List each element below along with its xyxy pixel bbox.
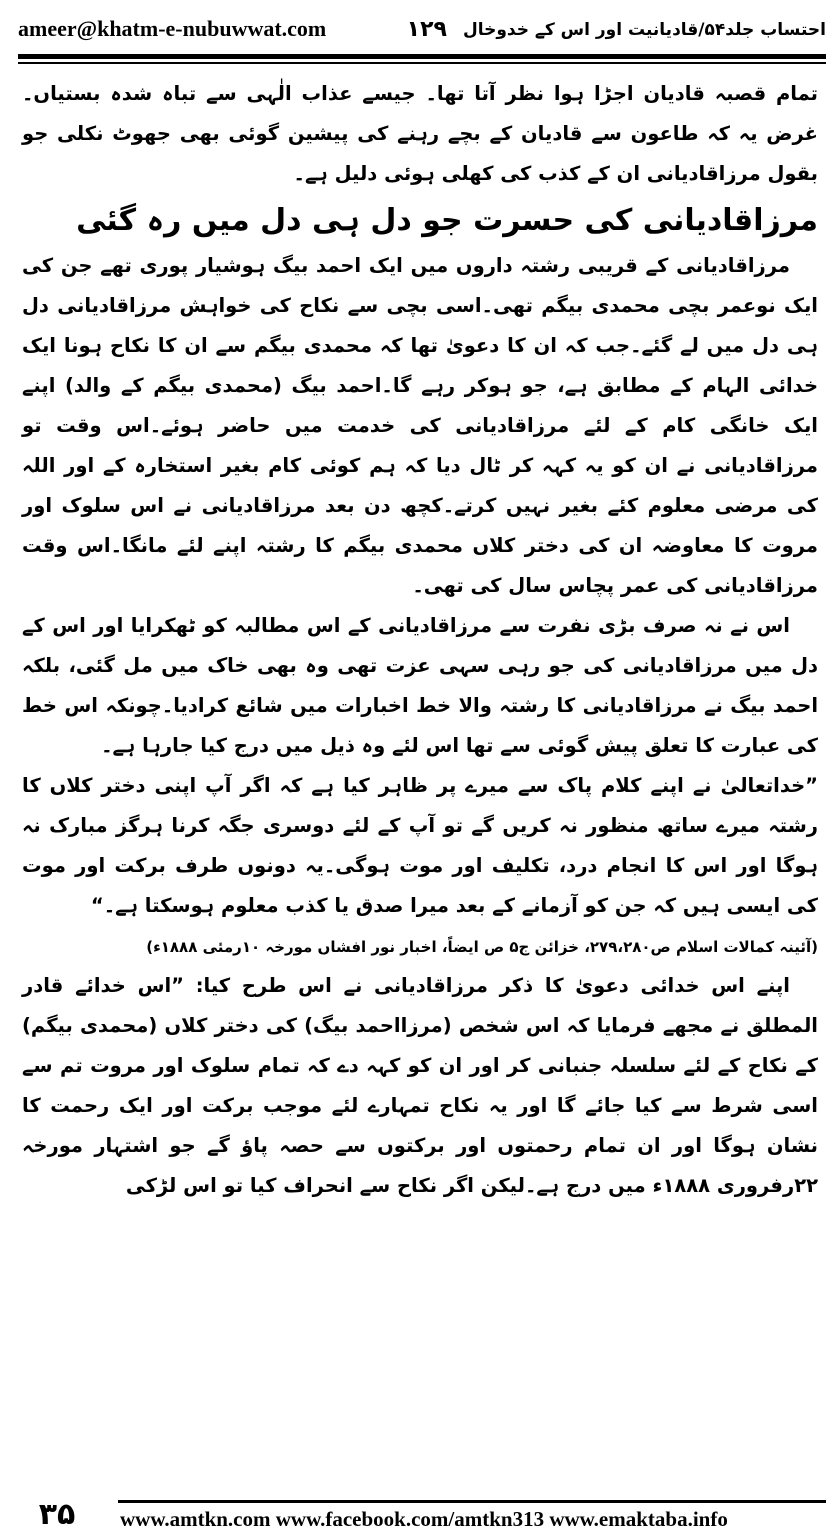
- paragraph-4: اپنے اس خدائی دعویٰ کا ذکر مرزاقادیانی نے اس طرح کیا: ”اس خدائے قادر المطلق نے مجھے فرمایا کہ اس شخص (مرزااحمد بیگ) کی دختر کلاں (محمدی بیگم) کے نکاح کے لئے سلسلہ جنبانی کر اور ان کو کہہ دے کہ تمام سلوک اور مروت تم سے اسی شرط سے کیا جائے گا اور یہ نکاح تمہارے لئے موجب برکت اور ایک رحمت کا نشان ہوگا اور ان تمام رحمتوں اور برکتوں سے حصہ پاؤ گے جو اشتہار مورخہ ۲۲رفروری ۱۸۸۸ء میں درج ہے۔لیکن اگر نکاح سے انحراف کیا تو اس لڑکی: [22, 974, 818, 1197]
- header-email[interactable]: ameer@khatm-e-nubuwwat.com: [18, 16, 327, 41]
- footer-rule: [118, 1500, 826, 1503]
- page-footer: [18, 1496, 826, 1534]
- header-page-number: ۱۲۹: [406, 16, 447, 42]
- quotation: ”خداتعالیٰ نے اپنے کلام پاک سے میرے پر ظاہر کیا ہے کہ اگر آپ اپنی دختر کلاں کا رشتہ میرے ساتھ منظور نہ کریں گے تو آپ کے لئے دوسری جگہ کرنا ہرگز مبارک نہ ہوگا اور اس کا انجام درد، تکلیف اور موت ہوگی۔یہ دونوں طرف برکت اور موت کی ایسی ہیں کہ جن کو آزمانے کے بعد میرا صدق یا کذب معلوم ہوسکتا ہے۔“: [22, 774, 818, 917]
- header-rule-thick: [18, 54, 826, 59]
- paragraph-2: مرزاقادیانی کے قریبی رشتہ داروں میں ایک احمد بیگ ہوشیار پوری تھے جن کی ایک نوعمر بچی محمدی بیگم تھی۔اسی بچی سے نکاح کی خواہش مرزاقادیانی دل ہی دل میں لے گئے۔جب کہ ان کا دعویٰ تھا کہ محمدی بیگم سے ان کا نکاح ہونا ایک خدائی الہام کے مطابق ہے، جو ہوکر رہے گا۔احمد بیگ (محمدی بیگم کے والد) اپنے ایک خانگی کام کے لئے مرزاقادیانی کی خدمت میں حاضر ہوئے۔اس وقت تو مرزاقادیانی نے ان کو یہ کہہ کر ٹال دیا کہ ہم کوئی کام بغیر استخارہ کے اور اللہ کی مرضی معلوم کئے بغیر نہیں کرتے۔کچھ دن بعد مرزاقادیانی نے اس سلوک اور مروت کا معاوضہ ان کی دختر کلاں محمدی بیگم کا رشتہ اپنے لئے مانگا۔اس وقت مرزاقادیانی کی عمر پچاس سال کی تھی۔: [22, 254, 818, 597]
- paragraph-3: اس نے نہ صرف بڑی نفرت سے مرزاقادیانی کے اس مطالبہ کو ٹھکرایا اور اس کے دل میں مرزاقادیانی کی جو رہی سہی عزت تھی وہ بھی خاک میں مل گئی، بلکہ احمد بیگ نے مرزاقادیانی کا رشتہ والا خط اخبارات میں شائع کرادیا۔چونکہ اس خط کی عبارت کا تعلق پیش گوئی سے تھا اس لئے وہ ذیل میں درج کیا جارہا ہے۔: [22, 614, 818, 757]
- paragraph-1: تمام قصبہ قادیان اجڑا ہوا نظر آتا تھا۔ جیسے عذاب الٰہی سے تباہ شدہ بستیاں۔غرض یہ کہ طاعون سے قادیان کے بچے رہنے کی پیشین گوئی بھی جھوٹ نکلی جو بقول مرزاقادیانی ان کے کذب کی کھلی ہوئی دلیل ہے۔: [22, 82, 818, 185]
- page-header: [18, 12, 826, 46]
- page-body: [22, 74, 818, 1206]
- section-heading: مرزاقادیانی کی حسرت جو دل ہی دل میں رہ گئی: [76, 203, 818, 238]
- header-rule-thin: [18, 62, 826, 64]
- footer-websites[interactable]: www.amtkn.com www.facebook.com/amtkn313 www.emaktaba.info: [120, 1506, 728, 1531]
- reference-citation: (آئینہ کمالات اسلام ص۲۷۹،۲۸۰، خزائن ج۵ ص ایضاً، اخبار نور افشاں مورخہ ۱۰رمئی ۱۸۸۸ء): [146, 938, 818, 956]
- header-book-title: احتساب جلد۵۴/قادیانیت اور اس کے خدوخال: [462, 19, 826, 40]
- header-right-group: [407, 17, 826, 42]
- footer-folio-number: ۳۵: [38, 1497, 76, 1532]
